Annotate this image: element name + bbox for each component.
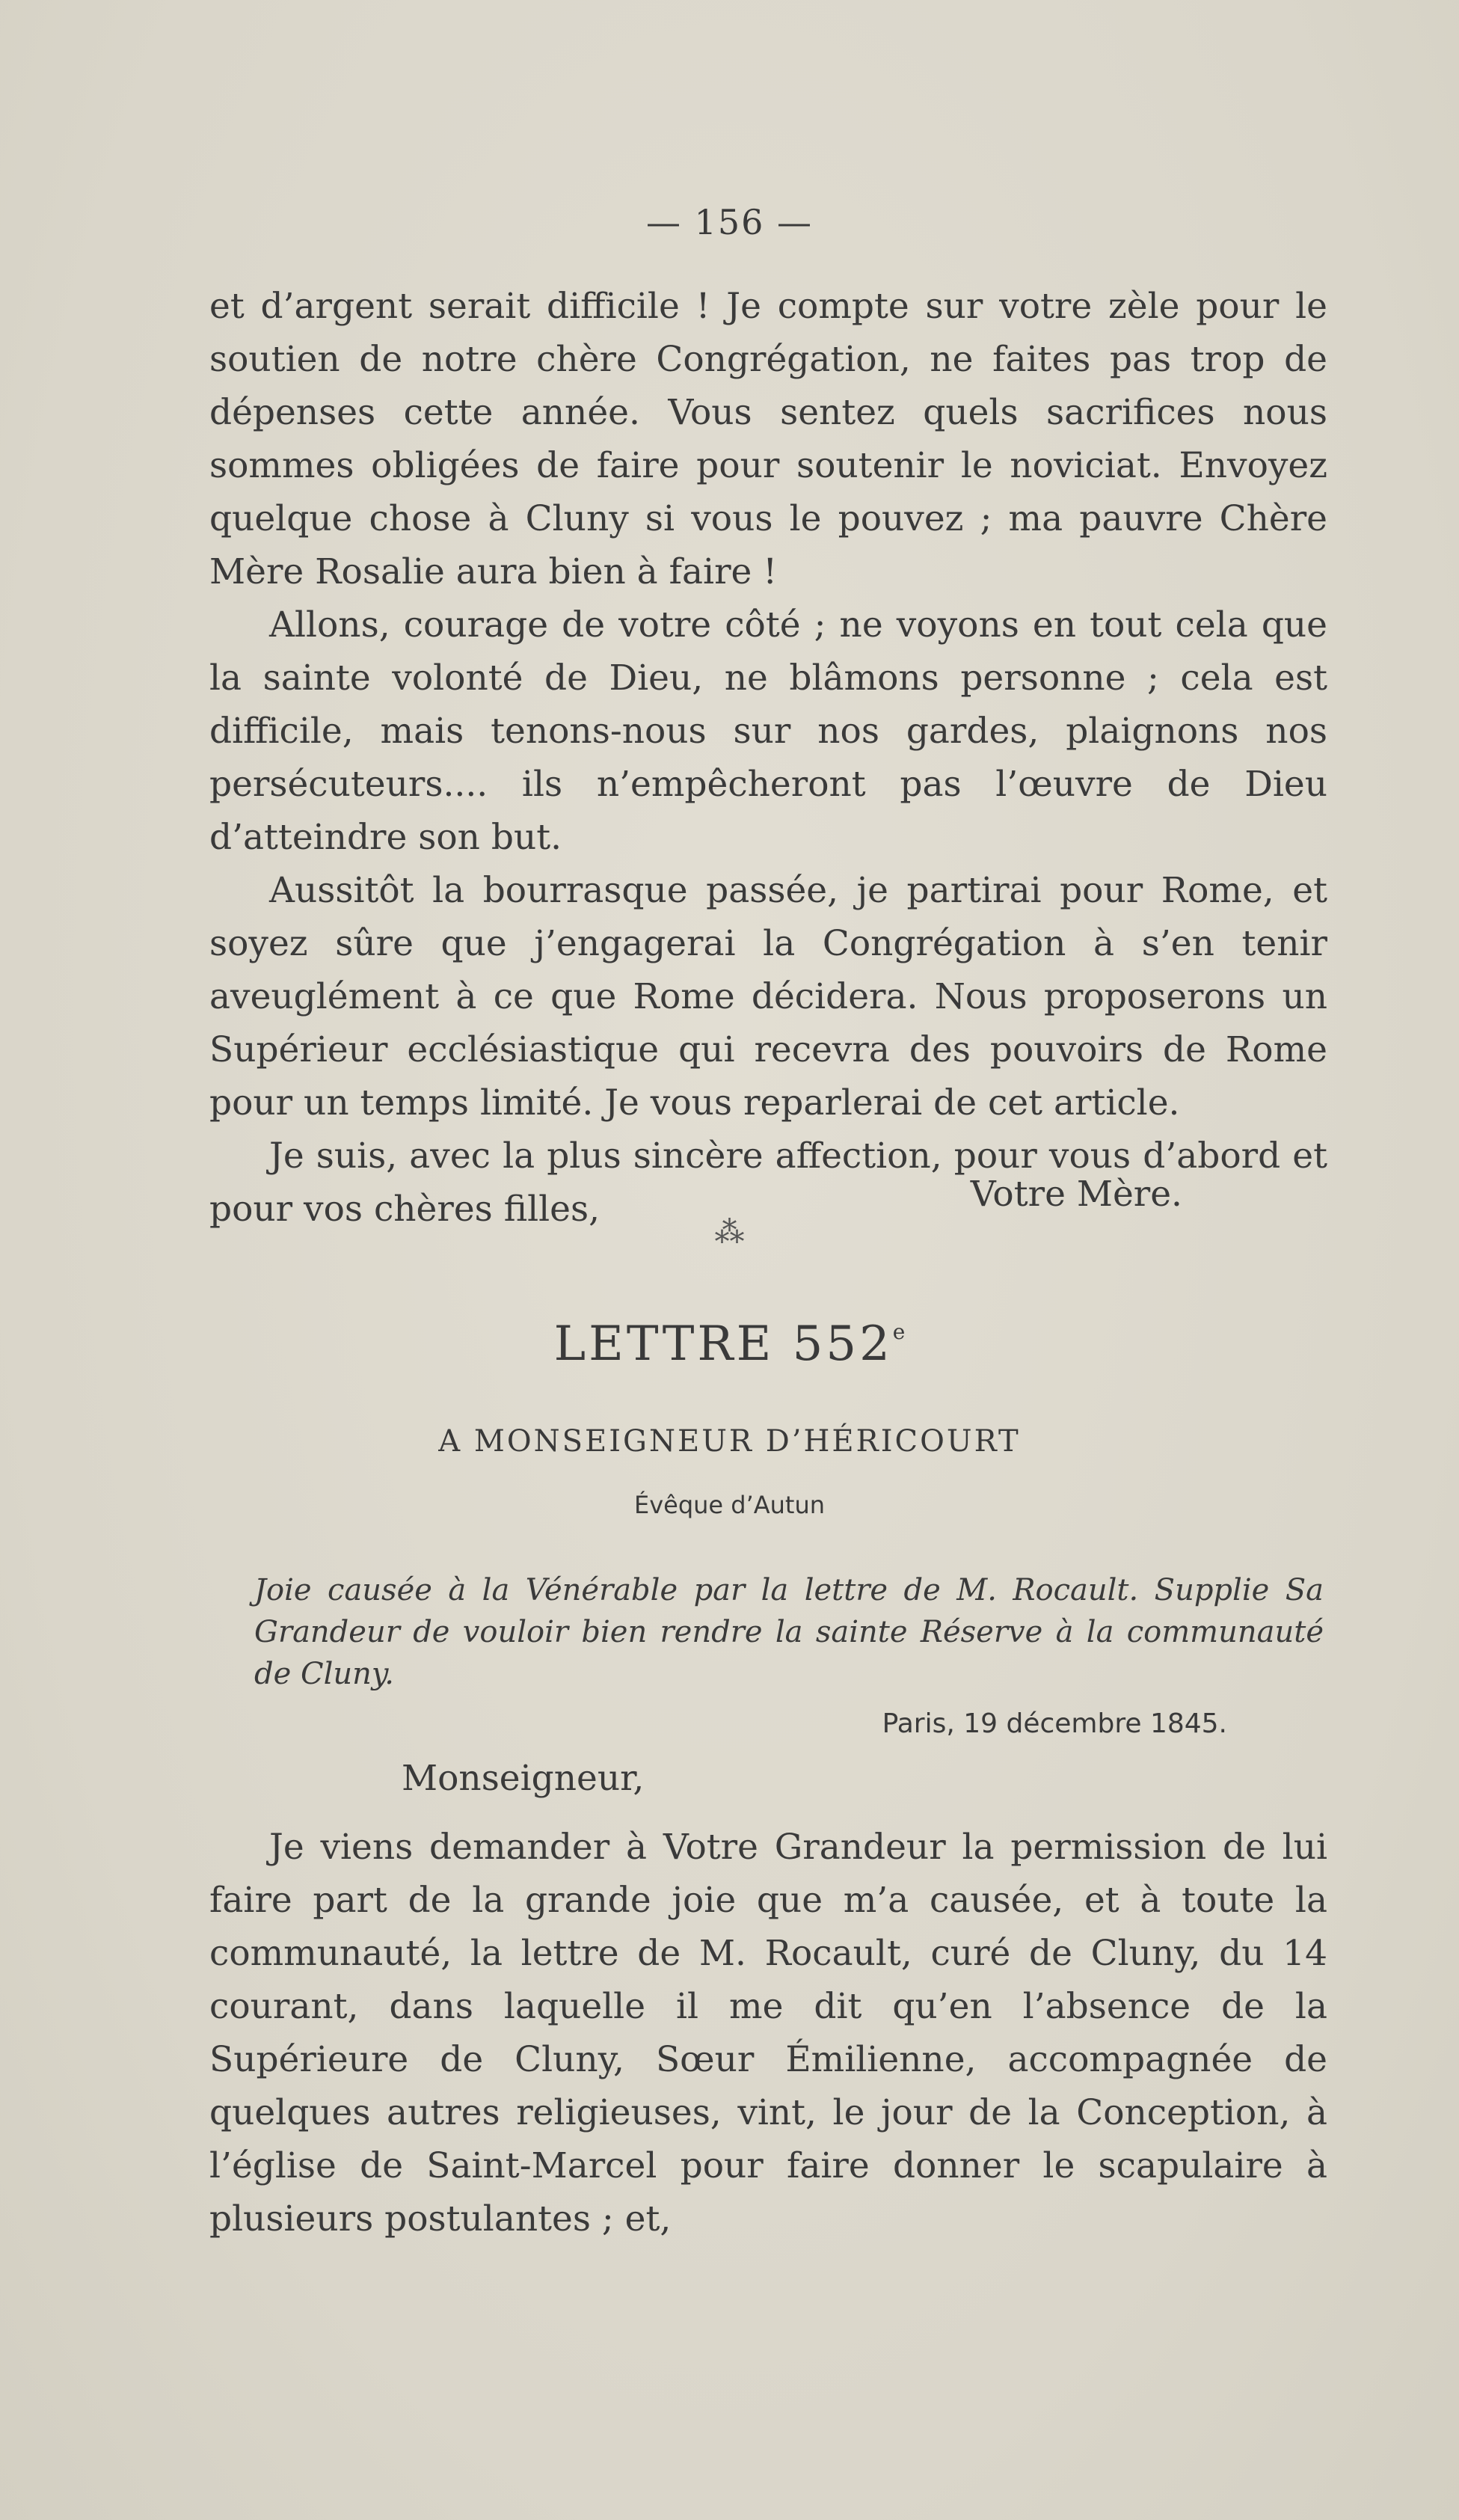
letter-continuation xyxy=(209,280,1327,1236)
letter-body xyxy=(209,1821,1327,2245)
page-number: — 156 — xyxy=(645,202,814,242)
paragraph: Aussitôt la bourrasque passée, je partirai pour Rome, et soyez sûre que j’engagerai la Congrégation à s’en tenir aveuglément à ce que Rome décidera. Nous proposerons un Supérieur ecclésiastique qui recevra des pouvoirs de Rome pour un temps limité. Je vous reparlerai de cet article. xyxy=(209,870,1327,1123)
letter-summary: Joie causée à la Vénérable par la lettre de M. Rocault. Supplie Sa Grandeur de vouloir bien rendre la sainte Réserve à la communauté de Cluny. xyxy=(254,1573,1324,1691)
signature: Votre Mère. xyxy=(970,1174,1182,1215)
paragraph: Je suis, avec la plus sincère affection, pour vous d’abord et pour vos chères filles, xyxy=(209,1135,1327,1230)
ornament-icon: ⁂ xyxy=(714,1215,745,1250)
paragraph: Allons, courage de votre côté ; ne voyons en tout cela que la sainte volonté de Dieu, ne blâmons personne ; cela est difficile, mais tenons-nous sur nos gardes, plaignons nos persécuteurs.... ils n’empêcheront pas l’œuvre de Dieu d’atteindre son but. xyxy=(209,604,1327,858)
letter-title-text: LETTRE 552 xyxy=(553,1316,893,1372)
recipient-title: Évêque d’Autun xyxy=(633,1491,826,1519)
letter-title-suffix: e xyxy=(892,1319,906,1344)
letter-title xyxy=(0,1316,1459,1372)
paragraph: et d’argent serait difficile ! Je compte sur votre zèle pour le soutien de notre chère Congrégation, ne faites pas trop de dépenses cette année. Vous sentez quels sacrifices nous sommes obligées de faire pour soutenir le noviciat. Envoyez quelque chose à Cluny si vous le pouvez ; ma pauvre Chère Mère Rosalie aura bien à faire ! xyxy=(209,286,1327,592)
dateline: Paris, 19 décembre 1845. xyxy=(882,1708,1227,1739)
salutation: Monseigneur, xyxy=(402,1758,645,1799)
letter-recipient: A MONSEIGNEUR D’HÉRICOURT xyxy=(438,1424,1021,1459)
paragraph: Je viens demander à Votre Grandeur la permission de lui faire part de la grande joie que m’a causée, et à toute la communauté, la lettre de M. Rocault, curé de Cluny, du 14 courant, dans laquelle il me dit qu’en l’absence de la Supérieure de Cluny, Sœur Émilienne, accompagnée de quelques autres religieuses, vint, le jour de la Conception, à l’église de Saint-Marcel pour faire donner le scapulaire à plusieurs postulantes ; et, xyxy=(209,1827,1327,2240)
